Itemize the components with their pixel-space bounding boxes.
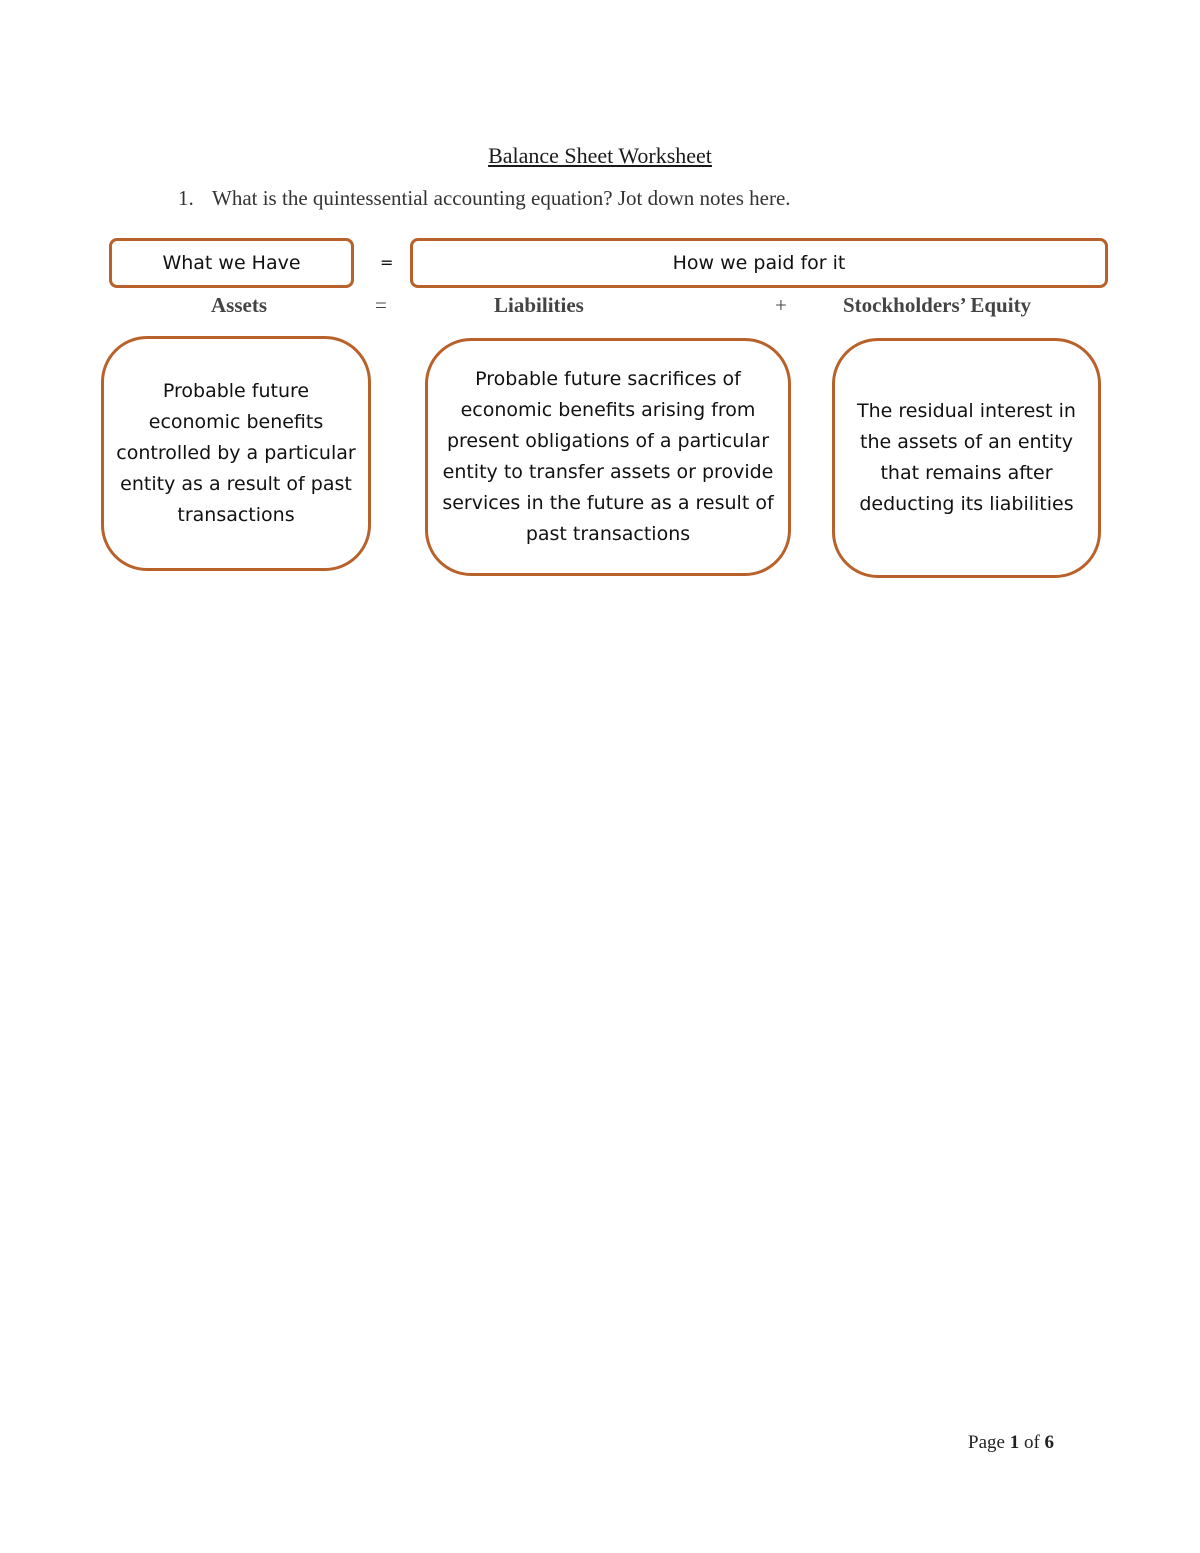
page-title: Balance Sheet Worksheet [488,143,712,168]
liabilities-definition-text: Probable future sacrifices of economic benefits arising from present obligations of a particular entity to transfer assets or provide services in the future as a result of past transactions [442,368,774,545]
assets-definition-box [101,336,371,571]
page-word: Page [968,1432,1005,1453]
equity-definition-box [832,338,1101,578]
liabilities-definition-box [425,338,791,576]
equation-equals-sign: = [375,293,387,317]
how-we-paid-box: How we paid for it [410,238,1108,288]
liabilities-label: Liabilities [494,293,584,317]
page-number-footer [968,1432,1054,1454]
equity-definition-text: The residual interest in the assets of an entity that remains after deducting its liabilities [857,400,1076,515]
of-word: of [1023,1432,1040,1453]
what-we-have-box: What we Have [109,238,354,288]
assets-definition-text: Probable future economic benefits controlled by a particular entity as a result of past transactions [116,380,356,526]
page-current: 1 [1009,1432,1020,1453]
question-text: What is the quintessential accounting equation? Jot down notes here. [212,186,791,210]
question-1 [178,186,791,211]
equity-label: Stockholders’ Equity [843,293,1032,317]
header-equals-sign: = [380,253,394,272]
question-number: 1. [178,186,194,210]
page-total: 6 [1044,1432,1055,1453]
assets-label: Assets [211,293,267,317]
equation-plus-sign: + [775,293,787,317]
